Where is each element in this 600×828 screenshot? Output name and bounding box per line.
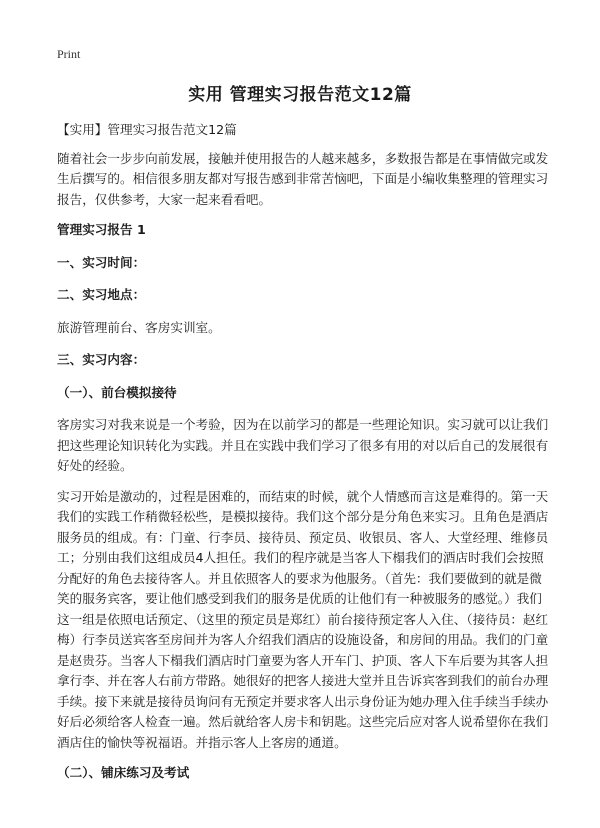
body-paragraph-2: 实习开始是激动的，过程是困难的，而结束的时候，就个人情感而言这是难得的。第一天我们的实践工作稍微轻松些，是模拟接待。我们这个部分是分角色来实习。且角色是酒店服务员的组成。有：门童、行李员、接待员、预定员、收银员、客人、大堂经理、维修员工；分别由我们这组成员4人担任。我们的程序就是当客人下榻我们的酒店时我们会按照分配好的角色去接待客人。并且依照客人的要求为他服务。（首先：我们要做到的就是微笑的服务宾客，要让他们感受到我们的服务是优质的让他们有一种被服务的感觉。）我们这一组是依照电话预定、（这里的预定员是郑红）前台接待预定客人入住、（接待员：赵红梅）行李员送宾客至房间并为客人介绍我们酒店的设施设备，和房间的用品。我们的门童是赵贵芬。当客人下榻我们酒店时门童要为客人开车门、护顶、客人下车后要为其客人担拿行李、并在客人右前方带路。她很好的把客人接进大堂并且告诉宾客到我们的前台办理手续。接下来就是接待员询问有无预定并要求客人出示身份证为她办理入住手续当手续办好后必须给客人检查一遍。然后就给客人房卡和钥匙。这些完后应对客人说希望你在我们酒店住的愉快等祝福语。并指示客人上客房的通道。 <box>57 488 549 750</box>
print-link[interactable]: Print <box>57 47 81 61</box>
section-content-heading: 三、实习内容： <box>57 352 146 367</box>
document-body <box>57 120 549 796</box>
section-location-heading: 二、实习地点： <box>57 287 146 302</box>
document-subtitle: 【实用】管理实习报告范文12篇 <box>57 122 237 137</box>
intro-paragraph: 随着社会一步步向前发展，接触并使用报告的人越来越多，多数报告都是在事情做完或发生后撰写的。相信很多朋友都对写报告感到非常苦恼吧，下面是小编收集整理的管理实习报告，仅供参考，大家一起来看看吧。 <box>57 150 549 207</box>
page-title: 实用 管理实习报告范文12篇 <box>188 85 412 105</box>
section-time-heading: 一、实习时间： <box>57 254 146 270</box>
body-paragraph-1: 客房实习对我来说是一个考验，因为在以前学习的都是一些理论知识。实习就可以让我们把这些理论知识转化为实践。并且在实践中我们学习了很多有用的对以后自己的发展很有好处的经验。 <box>57 417 549 473</box>
report-heading: 管理实习报告 1 <box>57 222 146 237</box>
subsection-front-desk-heading: （一）、前台模拟接待 <box>57 384 177 400</box>
location-text: 旅游管理前台、客房实训室。 <box>57 319 221 335</box>
subsection-bed-making-heading: （二）、铺床练习及考试 <box>57 765 190 780</box>
